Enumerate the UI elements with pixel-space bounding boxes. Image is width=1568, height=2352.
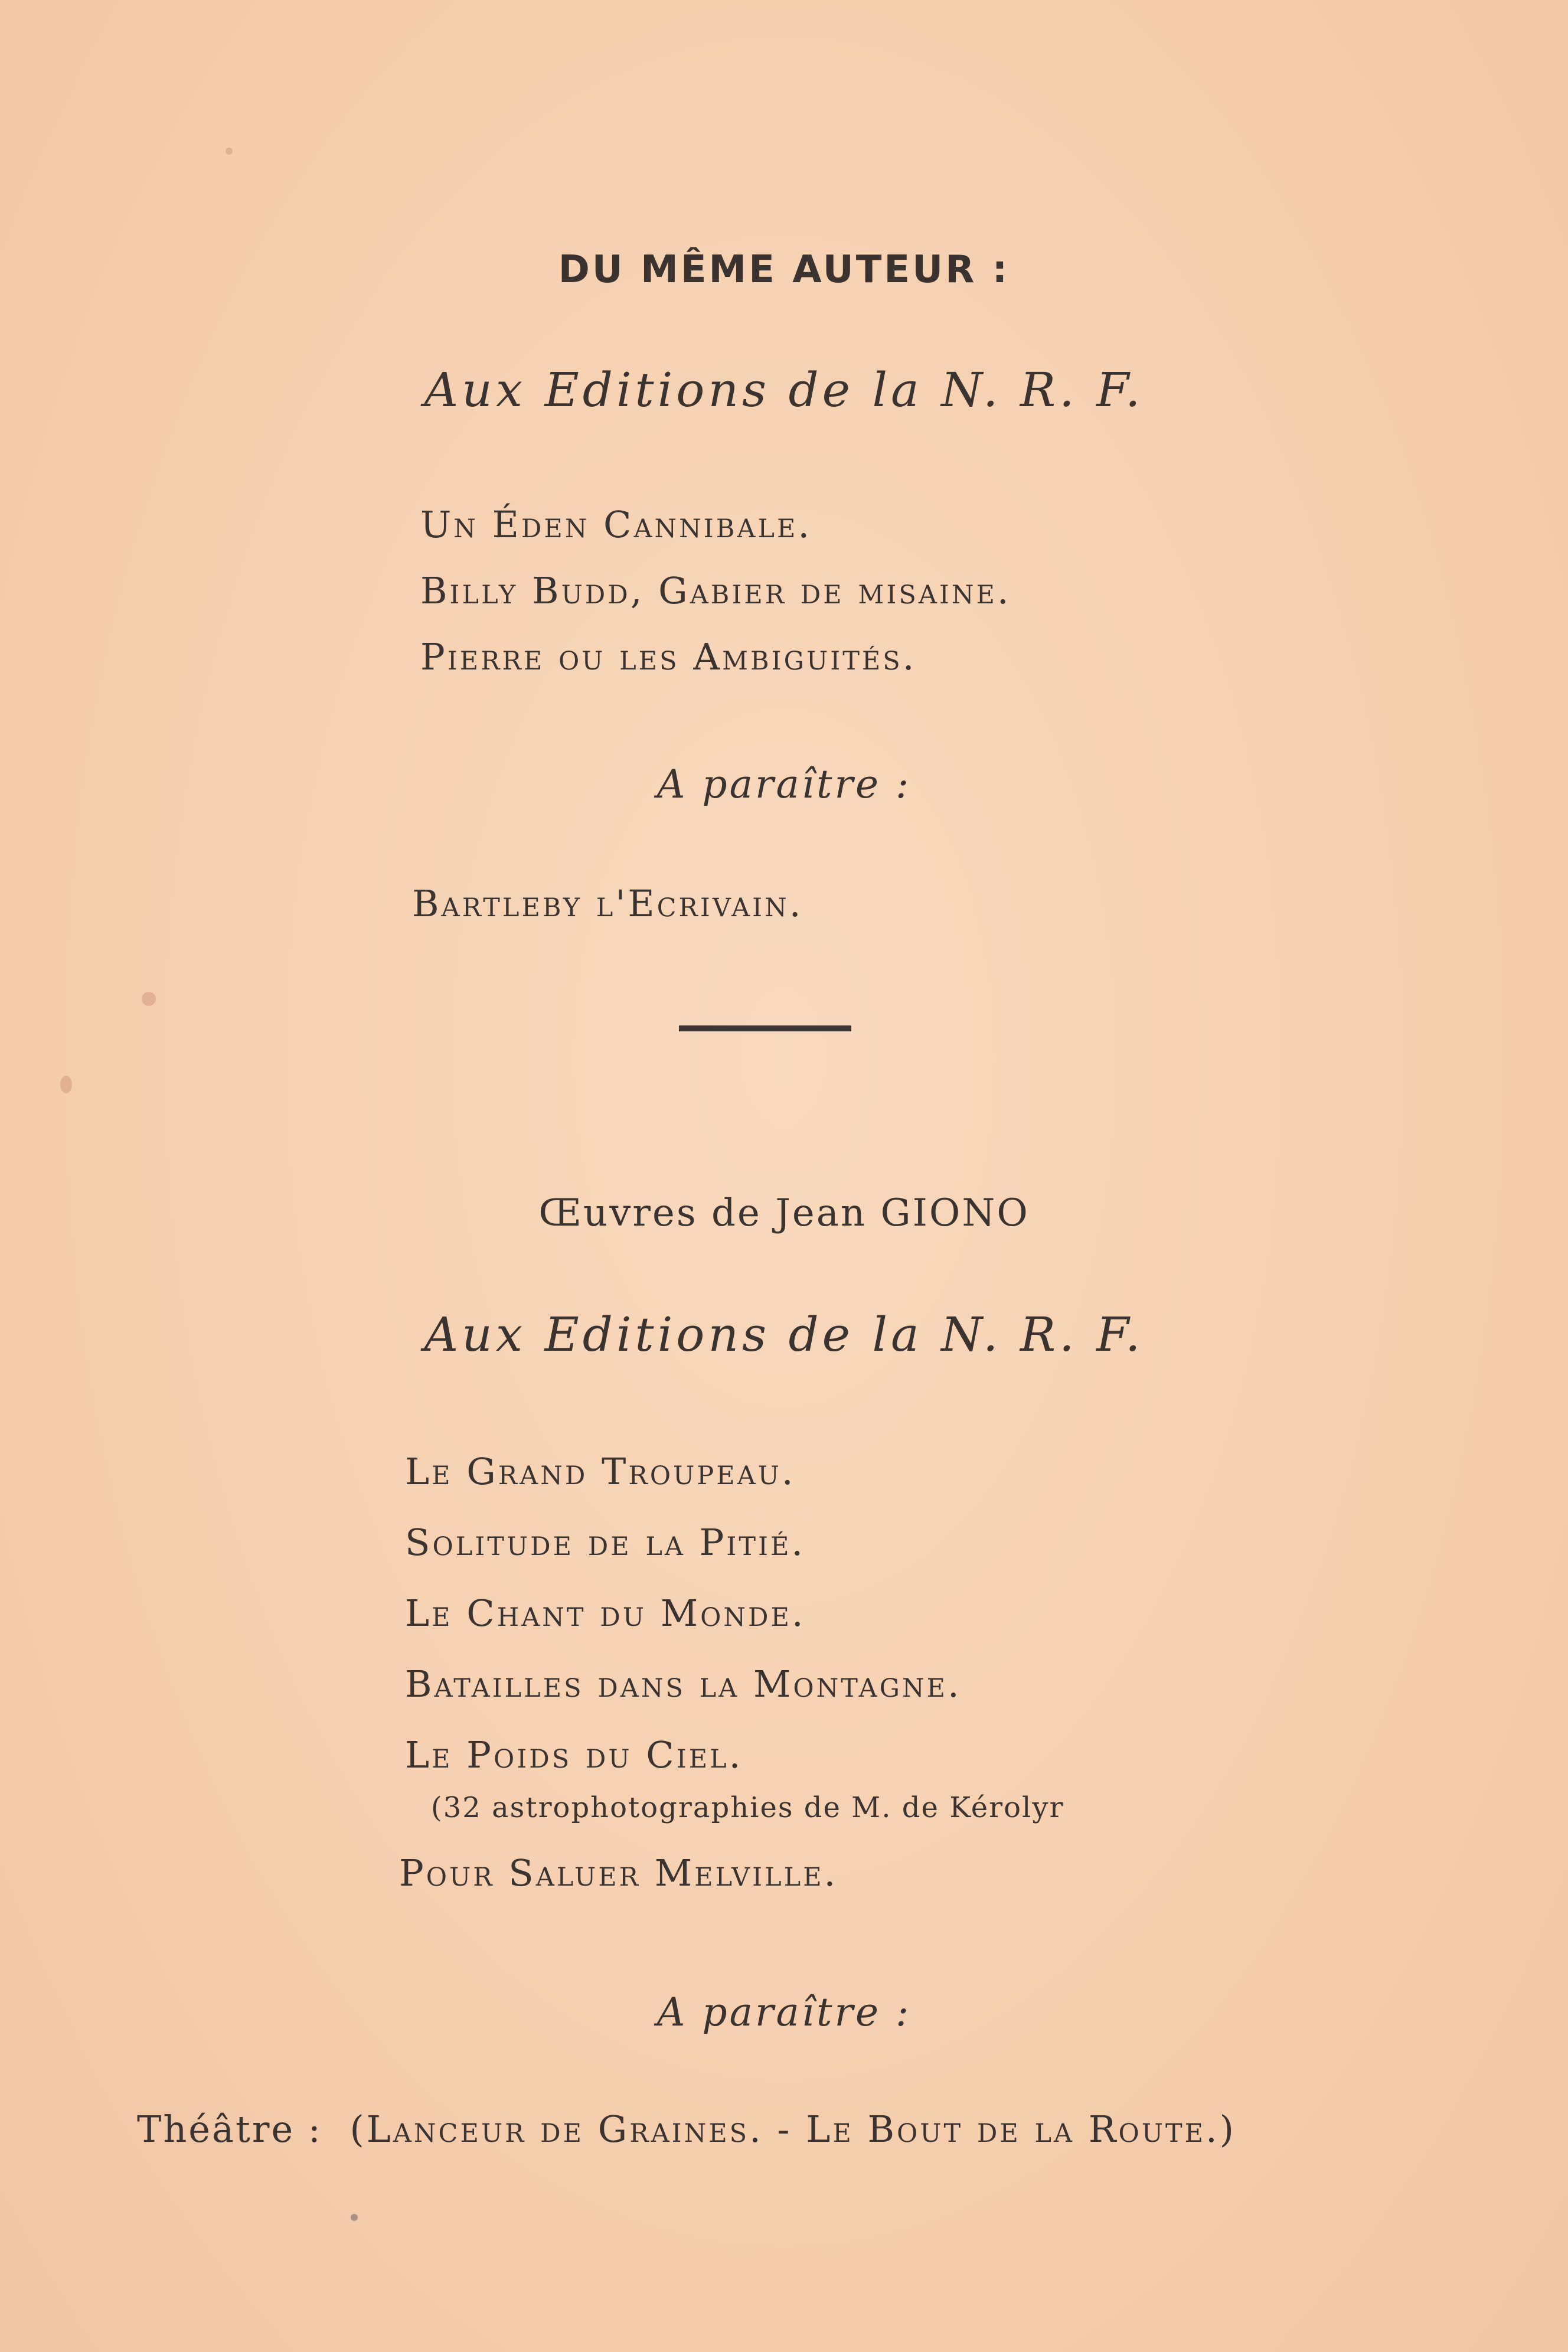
giono-book-3: Le Chant du Monde. bbox=[405, 1592, 806, 1635]
book-title-2: Billy Budd, Gabier de misaine. bbox=[420, 569, 1011, 612]
theatre-line bbox=[137, 2108, 1236, 2151]
author-works-title: Œuvres de Jean GIONO bbox=[538, 1191, 1030, 1235]
giono-book-5-note: (32 astrophotographies de M. de Kérolyr bbox=[431, 1791, 1064, 1824]
forthcoming-label-1: A paraître : bbox=[656, 762, 912, 807]
giono-book-1: Le Grand Troupeau. bbox=[405, 1450, 796, 1493]
section-divider bbox=[679, 1025, 851, 1031]
giono-book-6: Pour Saluer Melville. bbox=[399, 1851, 838, 1894]
giono-book-4: Batailles dans la Montagne. bbox=[405, 1662, 962, 1706]
paper-speck bbox=[60, 1076, 72, 1093]
forthcoming-label-2: A paraître : bbox=[656, 1990, 912, 2035]
paper-speck bbox=[351, 2214, 358, 2221]
paper-speck bbox=[142, 992, 156, 1006]
book-title-3: Pierre ou les Ambiguités. bbox=[420, 635, 917, 678]
giono-book-5: Le Poids du Ciel. bbox=[405, 1733, 743, 1776]
theatre-works: (Lanceur de Graines. - Le Bout de la Route.) bbox=[349, 2108, 1236, 2151]
publisher-heading-2: Aux Editions de la N. R. F. bbox=[424, 1307, 1144, 1362]
giono-book-2: Solitude de la Pitié. bbox=[405, 1521, 806, 1564]
paper-speck bbox=[226, 148, 233, 155]
publisher-heading-1: Aux Editions de la N. R. F. bbox=[424, 362, 1144, 417]
book-title-1: Un Éden Cannibale. bbox=[420, 503, 812, 546]
forthcoming-title-1: Bartleby l'Ecrivain. bbox=[412, 882, 803, 925]
page-heading: DU MÊME AUTEUR : bbox=[558, 248, 1010, 292]
theatre-label: Théâtre : bbox=[137, 2108, 322, 2151]
